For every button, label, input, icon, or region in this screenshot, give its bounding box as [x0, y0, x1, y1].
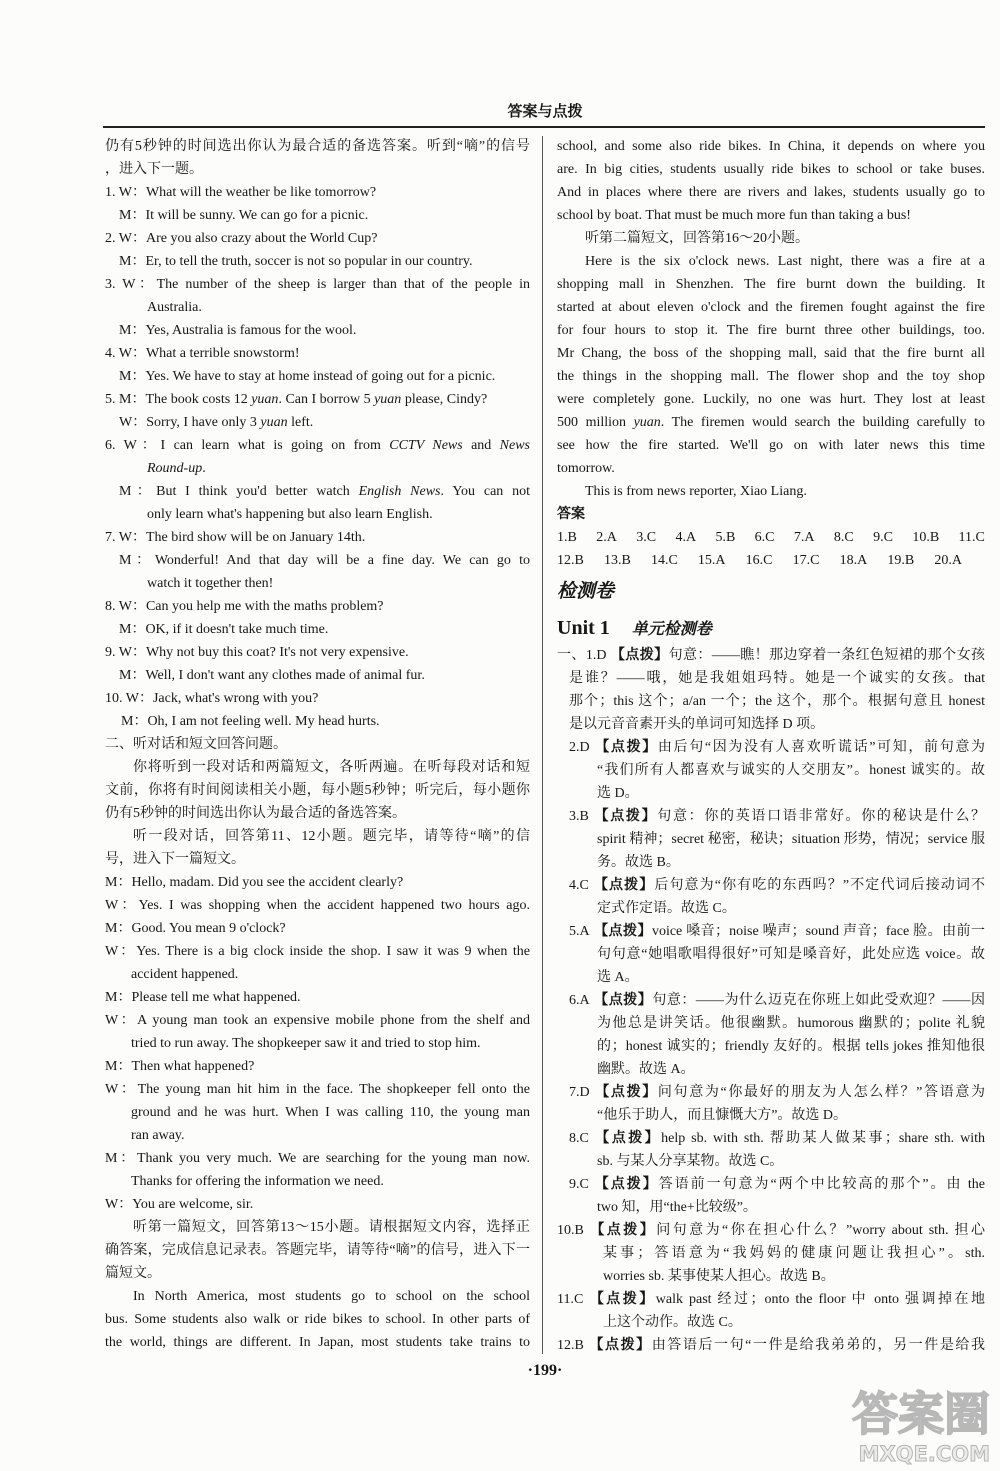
answer-explanation-line: [557, 1334, 985, 1357]
text-line: [105, 480, 530, 503]
text-line: This is from news reporter, Xiao Liang.: [585, 484, 807, 499]
text-line: 为他总是讲笑话。他很幽默。humorous 幽默的；polite 礼貌: [597, 1016, 985, 1031]
text-line: 务。故选 B。: [597, 855, 680, 870]
section-heading: 二、听对话和短文回答问题。: [105, 737, 287, 752]
text-segment: walk past 经过；onto the floor 中 onto 强调掉在地: [655, 1292, 985, 1307]
answer-explanation-line: [557, 989, 985, 1012]
text-line: 3. W：The number of the sheep is larger than that of the people in: [105, 277, 530, 292]
answer-explanation-line: [557, 805, 985, 828]
answers-label: 答案: [557, 507, 585, 522]
text-line: ，进入下一题。: [105, 162, 203, 177]
section-title: 检测卷: [557, 581, 615, 602]
text-line: M：Hello, madam. Did you see the accident clearly?: [105, 875, 404, 890]
text-line: for four hours to stop it. The fire burnt three other buildings, too.: [557, 323, 985, 338]
item-number: 9.C: [569, 1177, 589, 1192]
answer-item: 2.A: [596, 530, 617, 545]
answer-explanation-line: [557, 874, 985, 897]
text-line: [105, 434, 530, 457]
hint-tag: 【点拨】: [592, 878, 655, 893]
answer-item: 1.B: [557, 530, 577, 545]
hint-tag: 【点拨】: [592, 809, 658, 824]
text-segment: 句意：——瞧！那边穿着一条红色短裙的那个女孩: [668, 648, 985, 663]
text-line: “我们所有人都喜欢与诚实的人交朋友”。honest 诚实的。故: [597, 763, 985, 778]
text-line: 那个；this 这个；a/an 一个；the 这个，那个。根据句意且 honest: [569, 694, 985, 709]
text-line: watch it together then!: [147, 576, 274, 591]
text-line: 选 A。: [597, 970, 639, 985]
text-line: the world, things are different. In Japan, most students take trains to: [105, 1335, 530, 1350]
text-line: W：A young man took an expensive mobile phone from the shelf and: [105, 1013, 530, 1028]
text-line: [105, 388, 530, 411]
text-line: M：Er, to tell the truth, soccer is not so popular in our country.: [119, 254, 473, 269]
answer-explanation-line: [557, 1127, 985, 1150]
hint-tag: 【点拨】: [587, 1338, 652, 1353]
text-line: 9. W：Why not buy this coat? It's not very expensive.: [105, 645, 409, 660]
answer-explanation-line: [557, 644, 985, 667]
item-number: 12.B: [557, 1338, 584, 1353]
text-segment: 后句意为“你有吃的东西吗？”不定代词后接动词不: [654, 878, 985, 893]
text-line: 听第二篇短文，回答第16～20小题。: [585, 231, 809, 246]
answer-item: 20.A: [934, 553, 962, 568]
text-segment: help sb. with sth. 帮助某人做某事；share sth. with: [661, 1131, 985, 1146]
text-line: 上这个动作。故选 C。: [603, 1315, 742, 1330]
text-line: worries sb. 某事使某人担心。故选 B。: [603, 1269, 835, 1284]
answer-item: 4.A: [675, 530, 697, 545]
text-line: 文前，你将有时间阅读相关小题，每小题5秒钟；听完后，每小题你: [105, 783, 530, 798]
text-line: 的；honest 诚实的；friendly 友好的。根据 tells jokes 推知他很: [597, 1039, 985, 1054]
text-segment: voice 嗓音；noise 噪声；sound 声音；face 脸。由前一: [651, 924, 985, 939]
answer-item: 18.A: [839, 553, 868, 568]
answer-item: 11.C: [958, 530, 985, 545]
text-line: 听一段对话，回答第11、12小题。题完毕，请等待“嘀”的信: [133, 829, 530, 844]
header-rule: [103, 126, 985, 128]
answer-explanation-line: [557, 1081, 985, 1104]
text-line: M：Yes. We have to stay at home instead of going out for a picnic.: [119, 369, 496, 384]
text-line: 4. W：What a terrible snowstorm!: [105, 346, 300, 361]
text-segment: 问句意为“你在担心什么？”worry about sth. 担心: [656, 1223, 985, 1238]
text-line: 8. W：Can you help me with the maths problem?: [105, 599, 384, 614]
text-line: M：Well, I don't want any clothes made of animal fur.: [119, 668, 425, 683]
text-segment: W：Sorry, I have only 3: [119, 415, 261, 430]
text-line: M：OK, if it doesn't take much time.: [119, 622, 329, 637]
text-line: 定式作定语。故选 C。: [597, 901, 736, 916]
item-number: 5.A: [569, 924, 590, 939]
item-number: 7.D: [569, 1085, 590, 1100]
hint-tag: 【点拨】: [593, 1085, 658, 1100]
emphasis-text: yuan: [374, 392, 402, 407]
text-line: In North America, most students go to school on the school: [133, 1289, 530, 1304]
hint-tag: 【点拨】: [610, 648, 669, 663]
answer-item: 3.C: [636, 530, 657, 545]
item-number: 8.C: [569, 1131, 589, 1146]
text-line: bus. Some students also walk or ride bikes to school. In other parts of: [105, 1312, 530, 1327]
text-segment: please, Cindy?: [401, 392, 488, 407]
text-line: 仍有5秒钟的时间选出你认为最合适的备选答案。: [105, 806, 406, 821]
watermark-site: MXQE.COM: [858, 1442, 990, 1466]
text-line: Thanks for offering the information we need.: [131, 1174, 384, 1189]
text-line: M：Thank you very much. We are searching for the young man now.: [105, 1151, 530, 1166]
text-segment: 问句意为“你最好的朋友为人怎么样？”答语意为: [657, 1085, 985, 1100]
hint-tag: 【点拨】: [593, 993, 653, 1008]
item-number: 3.B: [569, 809, 589, 824]
hint-tag: 【点拨】: [592, 1177, 659, 1192]
hint-tag: 【点拨】: [592, 1131, 662, 1146]
text-line: 你将听到一段对话和两篇短文，各听两遍。在听每段对话和短: [133, 760, 530, 775]
unit-title: 单元检测卷: [631, 621, 712, 638]
text-line: 幽默。故选 A。: [597, 1062, 695, 1077]
left-column: [105, 135, 530, 1354]
text-segment: 6. W：I can learn what is going on from: [105, 438, 390, 453]
answer-item: 9.C: [873, 530, 893, 545]
answers-row-1: [557, 526, 985, 549]
hint-tag: 【点拨】: [587, 1292, 656, 1307]
unit-label: Unit 1: [557, 617, 610, 639]
text-line: W：Yes. There is a big clock inside the shop. I saw it was 9 when the: [105, 944, 530, 959]
text-line: M：Oh, I am not feeling well. My head hurts.: [121, 714, 380, 729]
text-line: M：It will be sunny. We can go for a picnic.: [119, 208, 369, 223]
page-header-title: 答案与点拨: [507, 104, 583, 120]
text-line: M：Wonderful! And that day will be a fine day. We can go to: [119, 553, 530, 568]
hint-tag: 【点拨】: [593, 924, 652, 939]
text-segment: left.: [287, 415, 314, 430]
text-line: M：Please tell me what happened.: [105, 990, 301, 1005]
text-line: shopping mall in Shenzhen. The fire burnt down the building. It: [557, 277, 985, 292]
text-line: [105, 411, 530, 434]
answer-item: 8.C: [833, 530, 854, 545]
item-number: 2.D: [569, 740, 590, 755]
unit-heading: [557, 612, 985, 644]
text-line: M：Yes, Australia is famous for the wool.: [119, 323, 357, 338]
text-line: 1. W：What will the weather be like tomorrow?: [105, 185, 377, 200]
column-divider: [542, 136, 543, 1354]
answer-explanation-line: [557, 1288, 985, 1311]
emphasis-text: yuan: [260, 415, 288, 430]
page-number: ·199·: [527, 1362, 563, 1379]
text-line: 号，进入下一篇短文。: [105, 852, 245, 867]
text-line: see how the fire started. We'll go on with later news this time: [557, 438, 985, 453]
text-line: “他乐于助人，而且慷慨大方”。故选 D。: [597, 1108, 848, 1123]
text-line: tomorrow.: [557, 461, 615, 476]
item-number: 4.C: [569, 878, 589, 893]
text-line: M：Good. You mean 9 o'clock?: [105, 921, 286, 936]
text-line: 是以元音音素开头的单词可知选择 D 项。: [569, 717, 825, 732]
text-line: 仍有5秒钟的时间选出你认为最合适的备选答案。听到“嘀”的信号: [105, 139, 530, 154]
emphasis-text: yuan: [251, 392, 279, 407]
emphasis-text: yuan: [633, 415, 661, 430]
text-segment: . Can I borrow 5: [278, 392, 375, 407]
text-line: 确答案，完成信息记录表。答题完毕，请等待“嘀”的信号，进入下一: [105, 1243, 530, 1258]
answers-row-2: [557, 549, 962, 572]
text-line: [557, 411, 985, 434]
text-line: 是谁？——哦，她是我姐姐玛特。她是一个诚实的女孩。that: [569, 671, 985, 686]
watermark-logo: 答案圈: [852, 1387, 990, 1441]
text-segment: 5. M：The book costs 12: [105, 392, 252, 407]
text-segment: M：But I think you'd better watch: [119, 484, 359, 499]
item-number: 10.B: [557, 1223, 584, 1238]
answer-item: 5.B: [715, 530, 736, 545]
text-segment: 由答语后一句“一件是给我弟弟的，另一件是给我: [651, 1338, 985, 1353]
text-segment: 由后句“因为没有人喜欢听谎话”可知，前句意为: [657, 740, 985, 755]
emphasis-text: Round-up: [147, 461, 203, 476]
answer-item: 13.B: [603, 553, 631, 568]
text-line: 选 D。: [597, 786, 639, 801]
answer-item: 17.C: [792, 553, 820, 568]
text-line: accident happened.: [131, 967, 239, 982]
text-line: ran away.: [131, 1128, 185, 1143]
text-segment: 答语前一句意为“两个中比较高的那个”。由 the: [658, 1177, 985, 1192]
answer-item: 7.A: [793, 530, 815, 545]
text-line: sb. 与某人分享某物。故选 C。: [597, 1154, 784, 1169]
text-line: M：Then what happened?: [105, 1059, 255, 1074]
text-line: 篇短文。: [105, 1266, 161, 1281]
text-line: two 知，用“the+比较级”。: [597, 1200, 757, 1215]
text-line: Australia.: [147, 300, 202, 315]
item-number: 6.A: [569, 993, 590, 1008]
text-line: tried to run away. The shopkeeper saw it and tried to stop him.: [131, 1036, 481, 1051]
text-segment: 句意：你的英语口语非常好。你的秘诀是什么？: [657, 809, 985, 824]
text-line: [105, 457, 530, 480]
text-line: 某事；答语意为“我妈妈的健康问题让我担心”。sth.: [603, 1246, 985, 1261]
text-line: Here is the six o'clock news. Last night, there was a fire at a: [585, 254, 985, 269]
hint-tag: 【点拨】: [587, 1223, 657, 1238]
text-line: W：Yes. I was shopping when the accident happened two hours ago.: [105, 898, 530, 913]
text-line: ground and he was hurt. When I was calling 110, the young man: [131, 1105, 530, 1120]
text-segment: 500 million: [557, 415, 634, 430]
text-segment: 句意：——为什么迈克在你班上如此受欢迎？——因: [652, 993, 985, 1008]
answer-explanation-line: [557, 736, 985, 759]
text-line: school, and some also ride bikes. In China, it depends on where you: [557, 139, 985, 154]
text-line: 7. W：The bird show will be on January 14th.: [105, 530, 366, 545]
text-line: started at about eleven o'clock and the firemen fought against the fire: [557, 300, 985, 315]
right-column: [557, 135, 985, 1357]
text-line: And in places where there are rivers and lakes, students usually go to: [557, 185, 985, 200]
answer-item: 19.B: [887, 553, 915, 568]
answer-item: 12.B: [557, 553, 584, 568]
answer-explanation-line: [557, 1219, 985, 1242]
emphasis-text: English News: [358, 484, 441, 499]
text-line: W：The young man hit him in the face. The shopkeeper fell onto the: [105, 1082, 530, 1097]
text-line: 句句意“她唱歌唱得很好”可知是嗓音好，此处应选 voice。故: [597, 947, 985, 962]
answer-item: 15.A: [697, 553, 726, 568]
answer-item: 6.C: [754, 530, 775, 545]
text-line: 2. W：Are you also crazy about the World Cup?: [105, 231, 378, 246]
hint-tag: 【点拨】: [593, 740, 658, 755]
text-line: spirit 精神；secret 秘密，秘诀；situation 形势，情况；service 服: [597, 832, 985, 847]
text-line: the things in the shopping mall. The flower shop and the toy shop: [557, 369, 985, 384]
item-number: 一、1.D: [557, 648, 607, 663]
text-segment: and: [462, 438, 500, 453]
text-line: were completely gone. Luckily, no one was hurt. They lost at least: [557, 392, 985, 407]
text-segment: .: [202, 461, 206, 476]
answer-explanation-line: [557, 920, 985, 943]
text-segment: . You can not: [440, 484, 530, 499]
text-segment: . The firemen would search the building carefully to: [660, 415, 985, 430]
text-line: 10. W：Jack, what's wrong with you?: [105, 691, 319, 706]
text-line: school by boat. That must be much more fun than taking a bus!: [557, 208, 911, 223]
text-line: Mr Chang, the boss of the shopping mall, said that the fire burnt all: [557, 346, 985, 361]
emphasis-text: News: [499, 438, 530, 453]
emphasis-text: CCTV News: [389, 438, 463, 453]
answer-item: 10.B: [912, 530, 940, 545]
answer-item: 14.C: [650, 553, 678, 568]
item-number: 11.C: [557, 1292, 584, 1307]
text-line: W：You are welcome, sir.: [105, 1197, 254, 1212]
text-line: 听第一篇短文，回答第13～15小题。请根据短文内容，选择正: [133, 1220, 530, 1235]
text-line: only learn what's happening but also learn English.: [147, 507, 433, 522]
answer-item: 16.C: [745, 553, 773, 568]
text-line: are. In big cities, students usually ride bikes to school or take buses.: [557, 162, 985, 177]
answer-explanation-line: [557, 1173, 985, 1196]
